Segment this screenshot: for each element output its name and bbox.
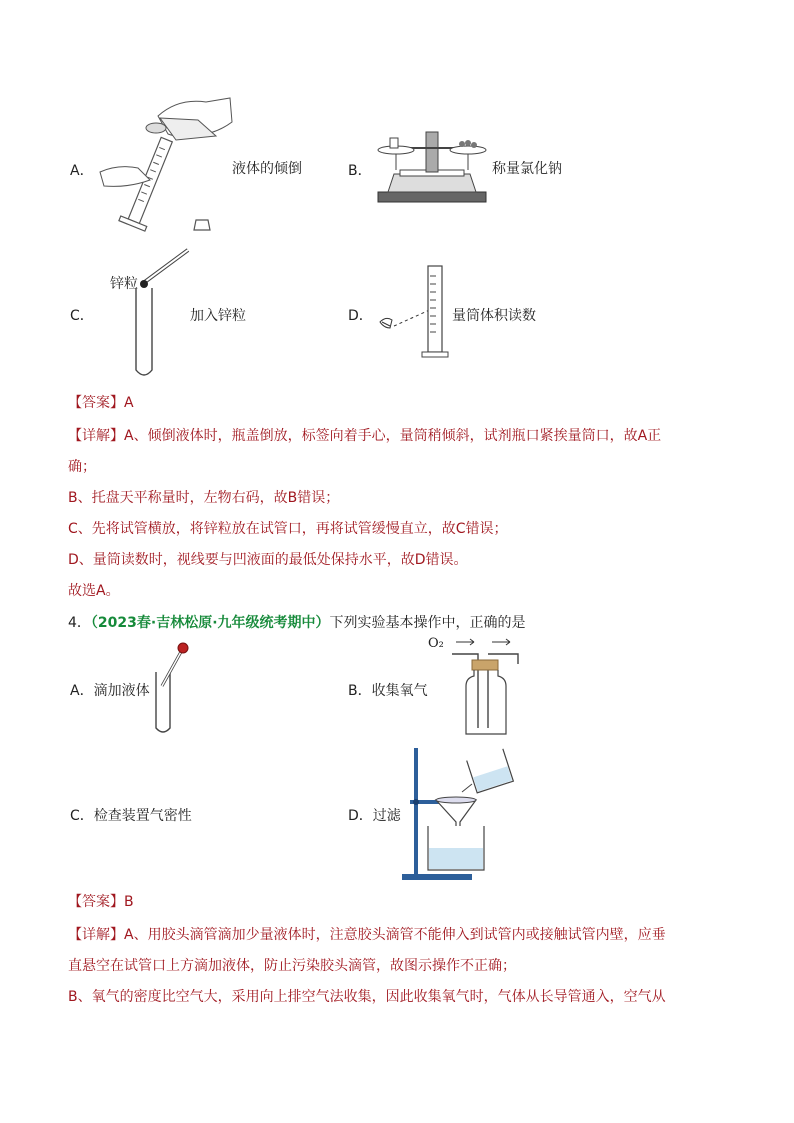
q4-option-b: B．收集氧气 [348,683,428,699]
option-d-caption: 量筒体积读数 [452,308,536,324]
q3-analysis-line3: B、托盘天平称量时，左物右码，故B错误； [68,490,340,506]
question-text: 下列实验基本操作中，正确的是 [329,615,526,631]
zinc-granule-label: 锌粒 [110,276,138,292]
answer-value: A [124,395,134,411]
balance-scale-illustration [374,126,490,206]
test-tube-zinc-illustration [128,244,194,382]
filtration-setup-illustration [400,744,524,884]
answer-tag: 【答案】 [68,395,124,411]
q3-analysis-line4: C、先将试管横放，将锌粒放在试管口，再将试管缓慢直立，故C错误； [68,521,508,537]
analysis-tag: 【详解】 [68,927,124,943]
q3-answer [68,392,134,412]
option-b-letter: B． [348,163,372,179]
q3-conclusion: 故选A。 [68,583,120,599]
q4-answer [68,891,134,911]
option-b-caption: 称量氯化钠 [492,161,562,177]
q4-option-a: A．滴加液体 [70,683,150,699]
answer-value: B [124,894,134,910]
question-4-stem [68,612,526,632]
q3-analysis-line1: 【详解】A、倾倒液体时，瓶盖倒放，标签向着手心，量筒稍倾斜，试剂瓶口紧挨量筒口，故A正 [68,428,662,444]
option-c-letter: C． [70,308,94,324]
question-number: 4． [68,615,91,631]
option-c-caption: 加入锌粒 [190,308,246,324]
q3-analysis-line2: 确； [68,459,96,475]
q4-analysis-line2: 直悬空在试管口上方滴加液体，防止污染胶头滴管，故图示操作不正确； [68,958,516,974]
option-d-letter: D． [348,308,373,324]
q4-option-d: D．过滤 [348,808,401,824]
analysis-tag: 【详解】 [68,428,124,444]
option-a-caption: 液体的倾倒 [232,161,302,177]
oxygen-label: O₂ [428,636,444,651]
pouring-liquid-illustration [98,96,238,236]
q4-option-c: C．检查装置气密性 [70,808,192,824]
q3-analysis-line5: D、量筒读数时，视线要与凹液面的最低处保持水平，故D错误。 [68,552,468,568]
gas-collection-bottle-illustration [448,634,526,740]
option-a-letter: A． [70,163,94,179]
question-source: （2023春·吉林松原·九年级统考期中） [90,615,330,631]
dropper-tube-illustration [148,642,190,738]
q4-analysis-line3: B、氧气的密度比空气大，采用向上排空气法收集，因此收集氧气时，气体从长导管通入，空气从 [68,989,666,1005]
q4-analysis-line1: 【详解】A、用胶头滴管滴加少量液体时，注意胶头滴管不能伸入到试管内或接触试管内壁，应垂 [68,927,666,943]
cylinder-reading-illustration [374,262,454,362]
answer-tag: 【答案】 [68,894,124,910]
